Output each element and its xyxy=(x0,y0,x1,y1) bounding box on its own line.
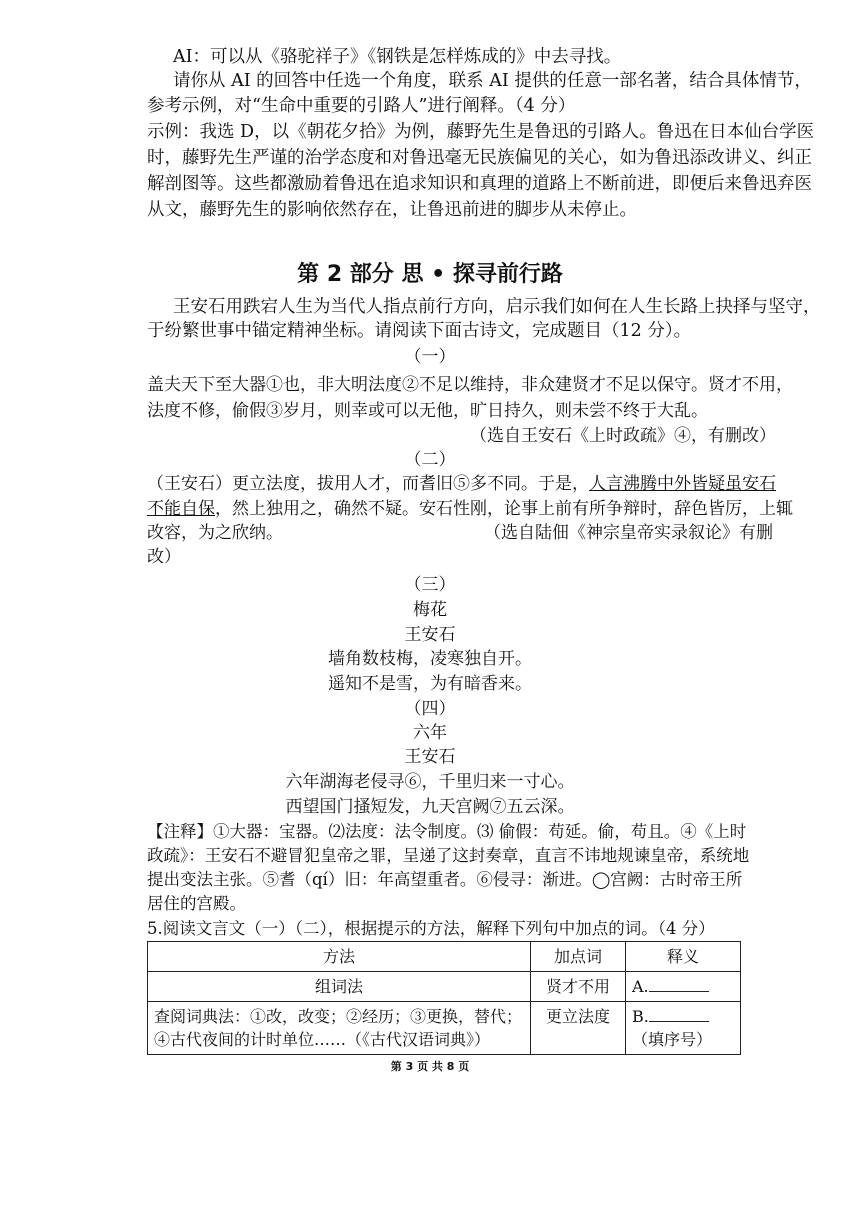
underlined-sentence-part-1: 人言沸腾中外皆疑虽安石 xyxy=(589,474,776,494)
text2-source-1: （选自陆佃《神宗皇帝实录叙论》有删 xyxy=(484,523,773,543)
ai-answer-line: AI：可以从《骆驼祥子》《钢铁是怎样炼成的》中去寻找。 xyxy=(173,47,622,67)
header-phrase: 加点词 xyxy=(531,942,626,972)
table-row xyxy=(148,1002,741,1055)
example-line-2: 时，藤野先生严谨的治学态度和对鲁迅毫无民族偏见的关心，如为鲁迅添改讲义、纠正 xyxy=(147,148,812,168)
poem2-heading: （四） xyxy=(404,699,456,719)
poem1-title: 梅花 xyxy=(413,600,447,620)
method-table xyxy=(147,941,741,1055)
poem1-author: 王安石 xyxy=(404,625,456,645)
text1-heading: （一） xyxy=(404,347,456,367)
poem1-line-1: 墙角数枝梅，凌寒独自开。 xyxy=(328,649,532,669)
notes-line-1: 【注释】①大器：宝器。⑵法度：法令制度。⑶ 偷假：苟延。偷，苟且。④《上时 xyxy=(147,822,747,841)
text2-line-2: 不能自保，然上独用之，确然不疑。安石性刚，论事上前有所争辩时，辞色皆厉，上辄 xyxy=(147,499,793,519)
task-prompt-line-2: 参考示例，对“生命中重要的引路人”进行阐释。（4 分） xyxy=(147,96,576,116)
section-intro-line-2: 于纷繁世事中锚定精神坐标。请阅读下面古诗文，完成题目（12 分）。 xyxy=(147,321,692,341)
header-meaning: 释义 xyxy=(626,942,741,972)
poem1-line-2: 遥知不是雪，为有暗香来。 xyxy=(328,674,532,694)
row2-phrase: 更立法度 xyxy=(531,1002,626,1055)
underlined-sentence-part-2: 不能自保 xyxy=(147,499,215,519)
text1-line-1: 盖夫天下至大器①也，非大明法度②不足以维持，非众建贤才不足以保守。贤才不用， xyxy=(147,375,793,395)
notes-line-4: 居住的宫殿。 xyxy=(147,894,246,913)
answer-blank-a[interactable] xyxy=(649,975,709,992)
answer-blank-b[interactable] xyxy=(649,1005,709,1022)
row2-answer: B. （填序号） xyxy=(626,1002,741,1055)
section-intro-line-1: 王安石用跌宕人生为当代人指点前行方向，启示我们如何在人生长路上抉择与坚守， xyxy=(173,297,821,317)
page-footer: 第 3 页 共 8 页 xyxy=(390,1060,470,1073)
row1-phrase: 贤才不用 xyxy=(531,972,626,1002)
text2-source-2: 改） xyxy=(147,547,181,567)
example-line-1: 示例：我选 D，以《朝花夕拾》为例，藤野先生是鲁迅的引路人。鲁迅在日本仙台学医 xyxy=(147,122,815,142)
text1-line-2: 法度不修，偷假③岁月，则幸或可以无他，旷日持久，则未尝不终于大乱。 xyxy=(147,401,708,421)
section-title: 第 2 部分 思 • 探寻前行路 xyxy=(297,262,563,287)
header-method: 方法 xyxy=(148,942,531,972)
poem2-title: 六年 xyxy=(413,723,447,743)
notes-line-3: 提出变法主张。⑤耆（qí）旧：年高望重者。⑥侵寻：渐进。◯宫阙：古时帝王所 xyxy=(147,870,743,889)
poem2-author: 王安石 xyxy=(404,747,456,767)
question-5-text: 5.阅读文言文（一）（二），根据提示的方法，解释下列句中加点的词。（4 分） xyxy=(147,919,715,938)
notes-line-2: 政疏》：王安石不避冒犯皇帝之罪，呈递了这封奏章，直言不讳地规谏皇帝，系统地 xyxy=(147,846,750,865)
example-line-4: 从文，藤野先生的影响依然存在，让鲁迅前进的脚步从未停止。 xyxy=(147,200,637,220)
task-prompt-line-1: 请你从 AI 的回答中任选一个角度，联系 AI 提供的任意一部名著，结合具体情节， xyxy=(173,71,812,91)
row2-method: 查阅词典法：①改，改变；②经历；③更换，替代； ④古代夜间的计时单位……（《古代汉语词典》） xyxy=(148,1002,531,1055)
poem1-heading: （三） xyxy=(404,575,456,595)
text2-heading: （二） xyxy=(404,450,456,470)
table-header-row xyxy=(148,942,741,972)
row1-answer: A. xyxy=(626,972,741,1002)
table-row xyxy=(148,972,741,1002)
poem2-line-2: 西望国门搔短发，九天宫阙⑦五云深。 xyxy=(285,797,575,817)
text2-line-3: 改容，为之欣纳。 xyxy=(147,523,283,543)
text2-line-1: （王安石）更立法度，拔用人才，而耆旧⑤多不同。于是，人言沸腾中外皆疑虽安石 xyxy=(147,474,776,494)
row1-method: 组词法 xyxy=(148,972,531,1002)
poem2-line-1: 六年湖海老侵寻⑥，千里归来一寸心。 xyxy=(285,772,575,792)
text1-source: （选自王安石《上时政疏》④，有删改） xyxy=(470,426,776,446)
example-line-3: 解剖图等。这些都激励着鲁迅在追求知识和真理的道路上不断前进，即便后来鲁迅弃医 xyxy=(147,174,812,194)
